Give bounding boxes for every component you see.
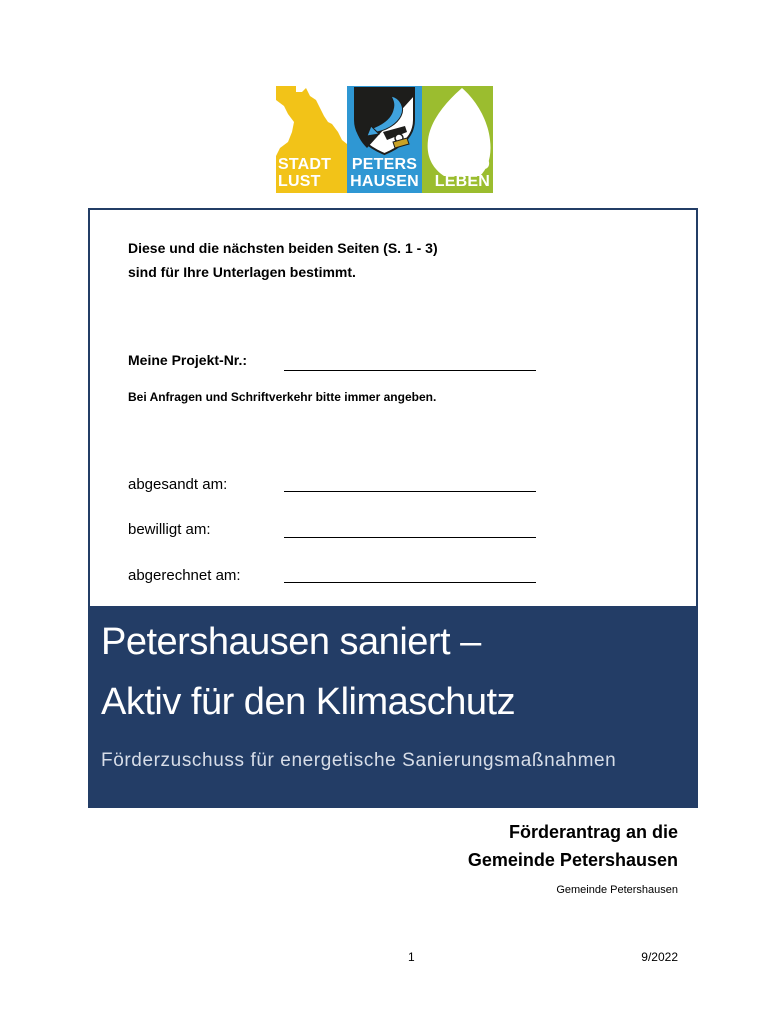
logo-land-leben-panel (422, 86, 493, 193)
intro-line-2: sind für Ihre Unterlagen bestimmt. (128, 264, 356, 280)
settled-date-field[interactable] (284, 582, 536, 583)
title-banner (88, 606, 698, 808)
banner-subtitle: Förderzuschuss für energetische Sanierungsmaßnahmen (101, 750, 617, 771)
logo-word-land: LAND (444, 156, 490, 173)
banner-title-line-2: Aktiv für den Klimaschutz (101, 681, 516, 723)
form-title-line-1: Förderantrag an die (508, 822, 678, 842)
approved-date-field[interactable] (284, 537, 536, 538)
project-number-label: Meine Projekt-Nr.: (128, 352, 248, 368)
sent-date-field[interactable] (284, 491, 536, 492)
info-box (88, 208, 698, 608)
approved-date-label: bewilligt am: (128, 521, 211, 538)
page-number: 1 (408, 950, 415, 964)
form-title-line-2: Gemeinde Petershausen (467, 850, 678, 870)
sent-date-label: abgesandt am: (128, 476, 228, 493)
municipality-logo (276, 86, 493, 193)
logo-stadt-lust-panel (276, 86, 347, 193)
coat-of-arms-icon (347, 86, 422, 156)
project-number-field[interactable] (284, 370, 536, 371)
document-date: 9/2022 (641, 950, 678, 964)
logo-word-peters: PETERS (351, 156, 418, 173)
logo-word-leben: LEBEN (434, 173, 490, 190)
form-title-block (468, 818, 678, 874)
logo-word-hausen: HAUSEN (350, 173, 419, 190)
project-number-note: Bei Anfragen und Schriftverkehr bitte immer angeben. (128, 390, 437, 404)
logo-word-stadt: STADT (278, 156, 332, 173)
logo-petershausen-panel (347, 86, 422, 193)
organization-name: Gemeinde Petershausen (556, 884, 678, 896)
settled-date-label: abgerechnet am: (128, 567, 241, 584)
logo-word-lust: LUST (278, 173, 321, 190)
intro-line-1: Diese und die nächsten beiden Seiten (S. 1 - 3) (128, 240, 438, 256)
banner-title-line-1: Petershausen saniert – (101, 621, 481, 663)
